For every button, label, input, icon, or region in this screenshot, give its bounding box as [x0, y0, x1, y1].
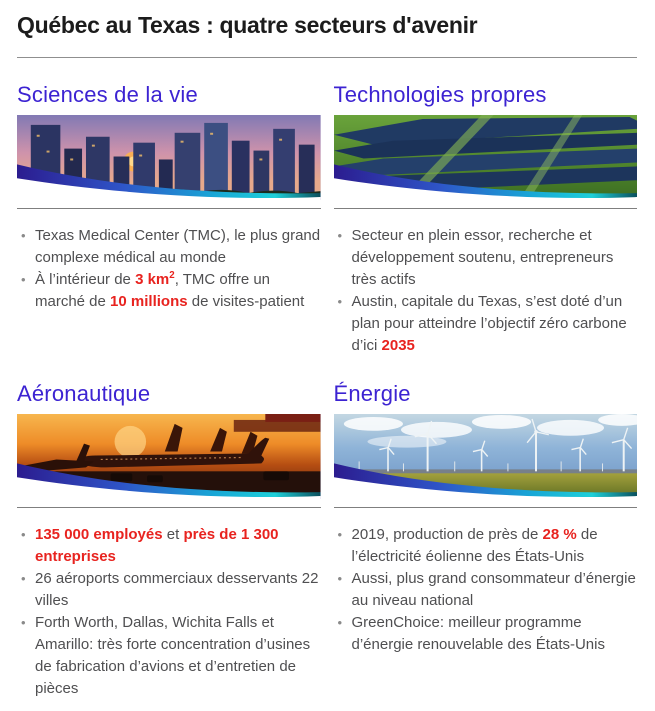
sector-bullet-list: [334, 524, 638, 656]
sector-divider: [334, 507, 638, 508]
bullet-item: [17, 612, 321, 700]
sector-divider: [17, 208, 321, 209]
bullet-item: [334, 225, 638, 291]
bullet-text: À l’intérieur de 3 $km^2$, TMC offre un marché de 10 millions de visites-patient: [35, 270, 305, 310]
bullet-marker: •: [337, 571, 343, 586]
sector-bullet-list: [17, 225, 321, 313]
airport-sunset-photo: [17, 414, 321, 499]
bullet-marker: •: [21, 527, 26, 542]
bullet-item: [334, 568, 638, 612]
bullet-item: [17, 225, 321, 269]
bullet-text: GreenChoice: meilleur programme d’énergie renouvelable des États-Unis: [351, 614, 605, 653]
bullet-item: [334, 612, 638, 656]
sectors-grid: [17, 58, 637, 700]
sector-divider: [17, 507, 321, 508]
bullet-marker: •: [337, 228, 343, 243]
bullet-text: 26 aéroports commerciaux desservants 22 villes: [35, 570, 319, 609]
bullet-item: [334, 291, 638, 357]
bullet-text: Texas Medical Center (TMC), le plus grand complexe médical au monde: [35, 227, 321, 266]
bullet-text: 135 000 employés et près de 1 300 entreprises: [35, 526, 279, 565]
sector-title: Énergie: [333, 381, 411, 406]
bullet-item: [17, 269, 321, 313]
sector-card-airport-sunset: [17, 357, 321, 700]
sector-title: Sciences de la vie: [17, 82, 198, 107]
bullet-text: Austin, capitale du Texas, s’est doté d’un plan pour atteindre l’objectif zéro carbone d’ici 2035: [351, 293, 627, 354]
bullet-text: Secteur en plein essor, recherche et développement soutenu, entrepreneurs très actifs: [351, 227, 614, 288]
sector-card-houston-skyline: [17, 58, 321, 357]
bullet-marker: •: [21, 228, 26, 243]
sector-title: Aéronautique: [17, 381, 151, 406]
bullet-item: [17, 568, 321, 612]
bullet-text: Aussi, plus grand consommateur d’énergie au niveau national: [351, 570, 636, 609]
sector-card-solar-farm: [334, 58, 638, 357]
bullet-marker: •: [21, 615, 26, 630]
sector-divider: [334, 208, 638, 209]
bullet-marker: •: [21, 571, 26, 586]
page-title: Québec au Texas : quatre secteurs d'avenir: [17, 12, 478, 38]
sector-title: Technologies propres: [333, 82, 547, 107]
bullet-marker: •: [337, 294, 343, 309]
bullet-marker: •: [337, 615, 343, 630]
bullet-item: [17, 524, 321, 568]
bullet-text: Forth Worth, Dallas, Wichita Falls et Amarillo: très forte concentration d’usines de fabrication d’avions et d’entretien de pièces: [35, 614, 311, 697]
solar-farm-photo: [334, 115, 638, 200]
sector-bullet-list: [17, 524, 321, 700]
bullet-item: [334, 524, 638, 568]
sector-bullet-list: [334, 225, 638, 357]
wind-farm-photo: [334, 414, 638, 499]
bullet-marker: •: [21, 272, 26, 287]
bullet-text: 2019, production de près de 28 % de l’électricité éolienne des États-Unis: [351, 526, 598, 565]
sector-card-wind-farm: [334, 357, 638, 700]
bullet-marker: •: [337, 527, 343, 542]
houston-skyline-photo: [17, 115, 321, 200]
